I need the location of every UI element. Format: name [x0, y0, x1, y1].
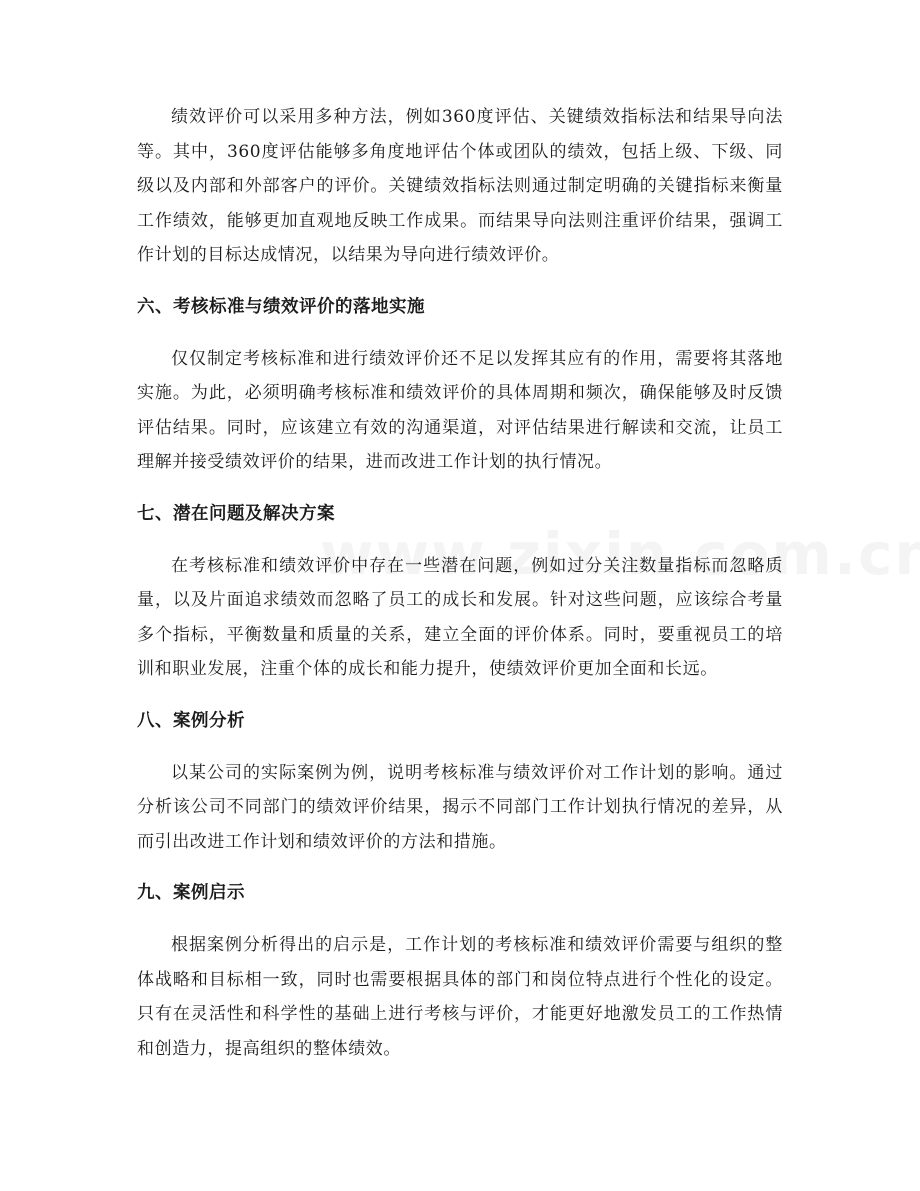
section-paragraph-9: 根据案例分析得出的启示是，工作计划的考核标准和绩效评价需要与组织的整体战略和目标相一致，同时也需要根据具体的部门和岗位特点进行个性化的设定。只有在灵活性和科学性的基础上进行考核与评价，才能更好地激发员工的工作热情和创造力，提高组织的整体绩效。 [137, 935, 783, 1059]
section-heading-7: 七、潜在问题及解决方案 [137, 503, 335, 524]
section-paragraph-6: 仅仅制定考核标准和进行绩效评价还不足以发挥其应有的作用，需要将其落地实施。为此，必须明确考核标准和绩效评价的具体周期和频次，确保能够及时反馈评估结果。同时，应该建立有效的沟通渠道，对评估结果进行解读和交流，让员工理解并接受绩效评价的结果，进而改进工作计划的执行情况。 [137, 348, 783, 472]
section-paragraph-7: 在考核标准和绩效评价中存在一些潜在问题，例如过分关注数量指标而忽略质量，以及片面追求绩效而忽略了员工的成长和发展。针对这些问题，应该综合考量多个指标，平衡数量和质量的关系，建立全面的评价体系。同时，要重视员工的培训和职业发展，注重个体的成长和能力提升，使绩效评价更加全面和长远。 [137, 555, 783, 679]
intro-paragraph: 绩效评价可以采用多种方法，例如360度评估、关键绩效指标法和结果导向法等。其中，360度评估能够多角度地评估个体或团队的绩效，包括上级、下级、同级以及内部和外部客户的评价。关键绩效指标法则通过制定明确的关键指标来衡量工作绩效，能够更加直观地反映工作成果。而结果导向法则注重评价结果，强调工作计划的目标达成情况，以结果为导向进行绩效评价。 [137, 107, 783, 265]
document-body [137, 100, 783, 1066]
section-heading-6: 六、考核标准与绩效评价的落地实施 [137, 296, 425, 317]
section-paragraph-8: 以某公司的实际案例为例，说明考核标准与绩效评价对工作计划的影响。通过分析该公司不同部门的绩效评价结果，揭示不同部门工作计划执行情况的差异，从而引出改进工作计划和绩效评价的方法和措施。 [137, 762, 783, 852]
section-heading-8: 八、案例分析 [137, 710, 245, 731]
section-heading-9: 九、案例启示 [137, 883, 245, 903]
